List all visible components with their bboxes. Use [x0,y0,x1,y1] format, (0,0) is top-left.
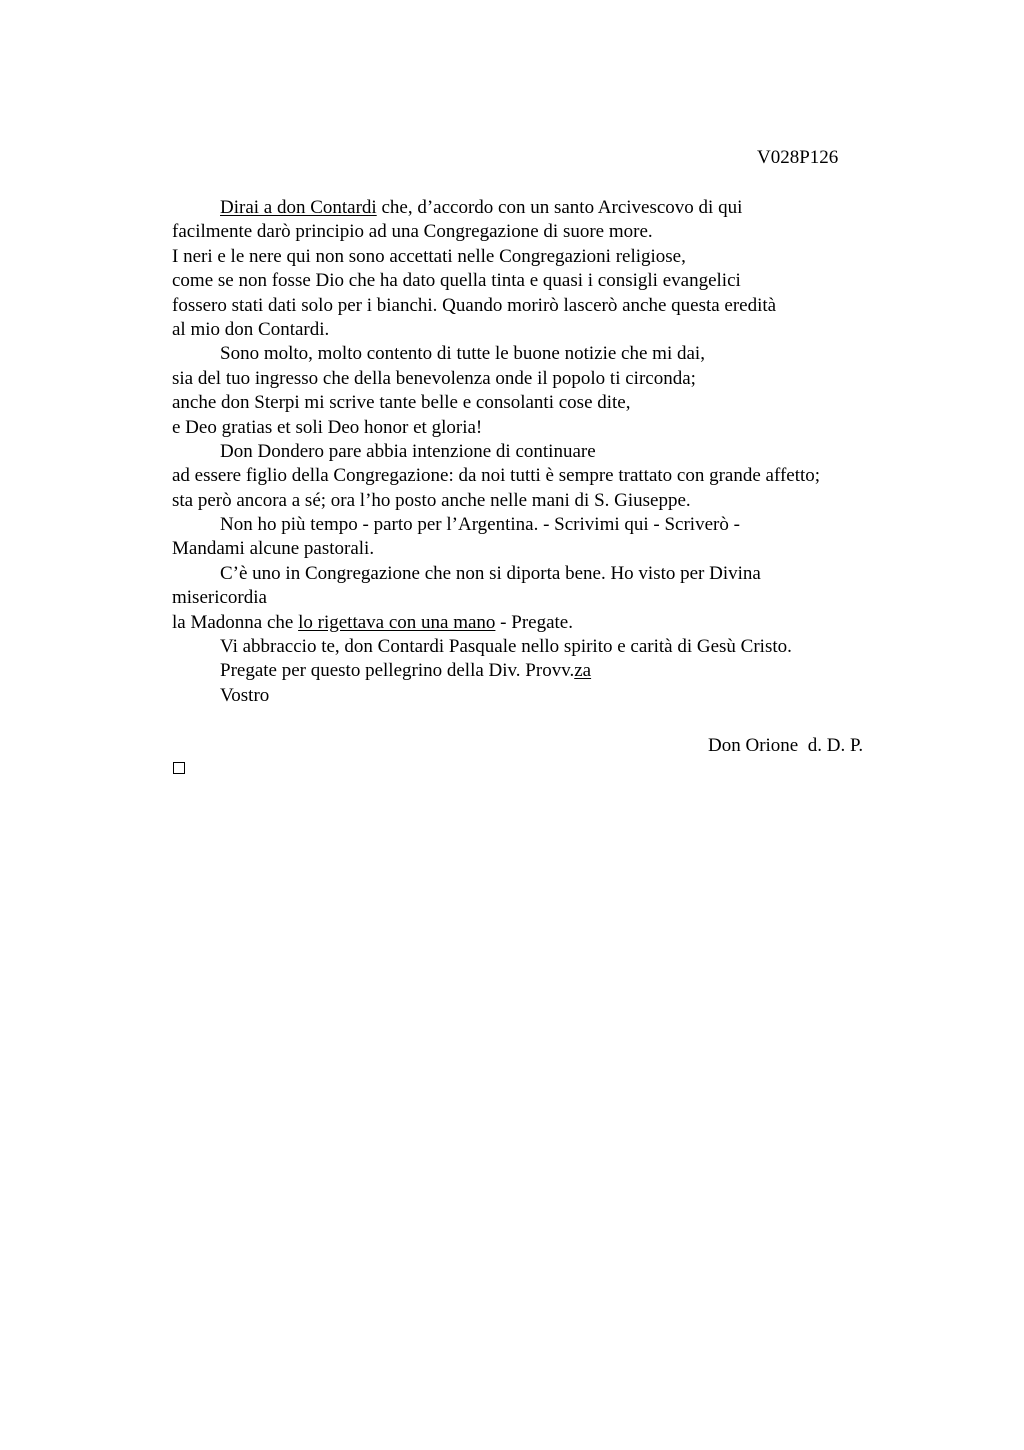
letter-line: sia del tuo ingresso che della benevolenza onde il popolo ti circonda; [172,367,696,389]
letter-line [172,196,932,220]
letter-line: Sono molto, molto contento di tutte le buone notizie che mi dai, [220,343,705,365]
line-text: Pregate per questo pellegrino della Div. Provv. [220,660,575,682]
letter-line: sta però ancora a sé; ora l’ho posto anche nelle mani di S. Giuseppe. [172,489,691,511]
letter-line [172,611,932,635]
empty-box-icon [173,762,185,774]
letter-line: Mandami alcune pastorali. [172,538,375,560]
underlined-text: Dirai a don Contardi [220,197,377,218]
letter-body [172,196,932,708]
letter-line: al mio don Contardi. [172,318,330,340]
letter-line: ad essere figlio della Congregazione: da noi tutti è sempre trattato con grande affetto; [172,465,821,487]
line-text: - Pregate. [495,611,573,633]
letter-line: Vostro [220,684,270,706]
letter-line: C’è uno in Congregazione che non si diporta bene. Ho visto per Divina [220,562,761,584]
letter-line: e Deo gratias et soli Deo honor et gloria! [172,416,483,438]
letter-line: I neri e le nere qui non sono accettati nelle Congregazioni religiose, [172,245,686,267]
underlined-text: za [574,660,592,682]
letter-line: misericordia [172,587,267,609]
letter-line: Vi abbraccio te, don Contardi Pasquale nello spirito e carità di Gesù Cristo. [220,636,792,658]
letter-line: anche don Sterpi mi scrive tante belle e consolanti cose dite, [172,392,631,414]
line-text: che, d’accordo con un santo Arcivescovo di qui [376,197,743,218]
letter-line: Don Dondero pare abbia intenzione di continuare [220,440,596,462]
underlined-text: lo rigettava con una mano [298,611,496,633]
signature: Don Orione d. D. P. [708,735,864,756]
line-text: la Madonna che [172,611,299,633]
letter-line: Non ho più tempo - parto per l’Argentina. - Scrivimi qui - Scriverò - [220,514,740,536]
document-id: V028P126 [757,147,839,168]
letter-line: come se non fosse Dio che ha dato quella tinta e quasi i consigli evangelici [172,270,741,292]
letter-line: fossero stati dati solo per i bianchi. Quando morirò lascerò anche questa eredità [172,294,777,316]
letter-line: facilmente darò principio ad una Congregazione di suore more. [172,221,653,243]
letter-line [172,659,932,683]
